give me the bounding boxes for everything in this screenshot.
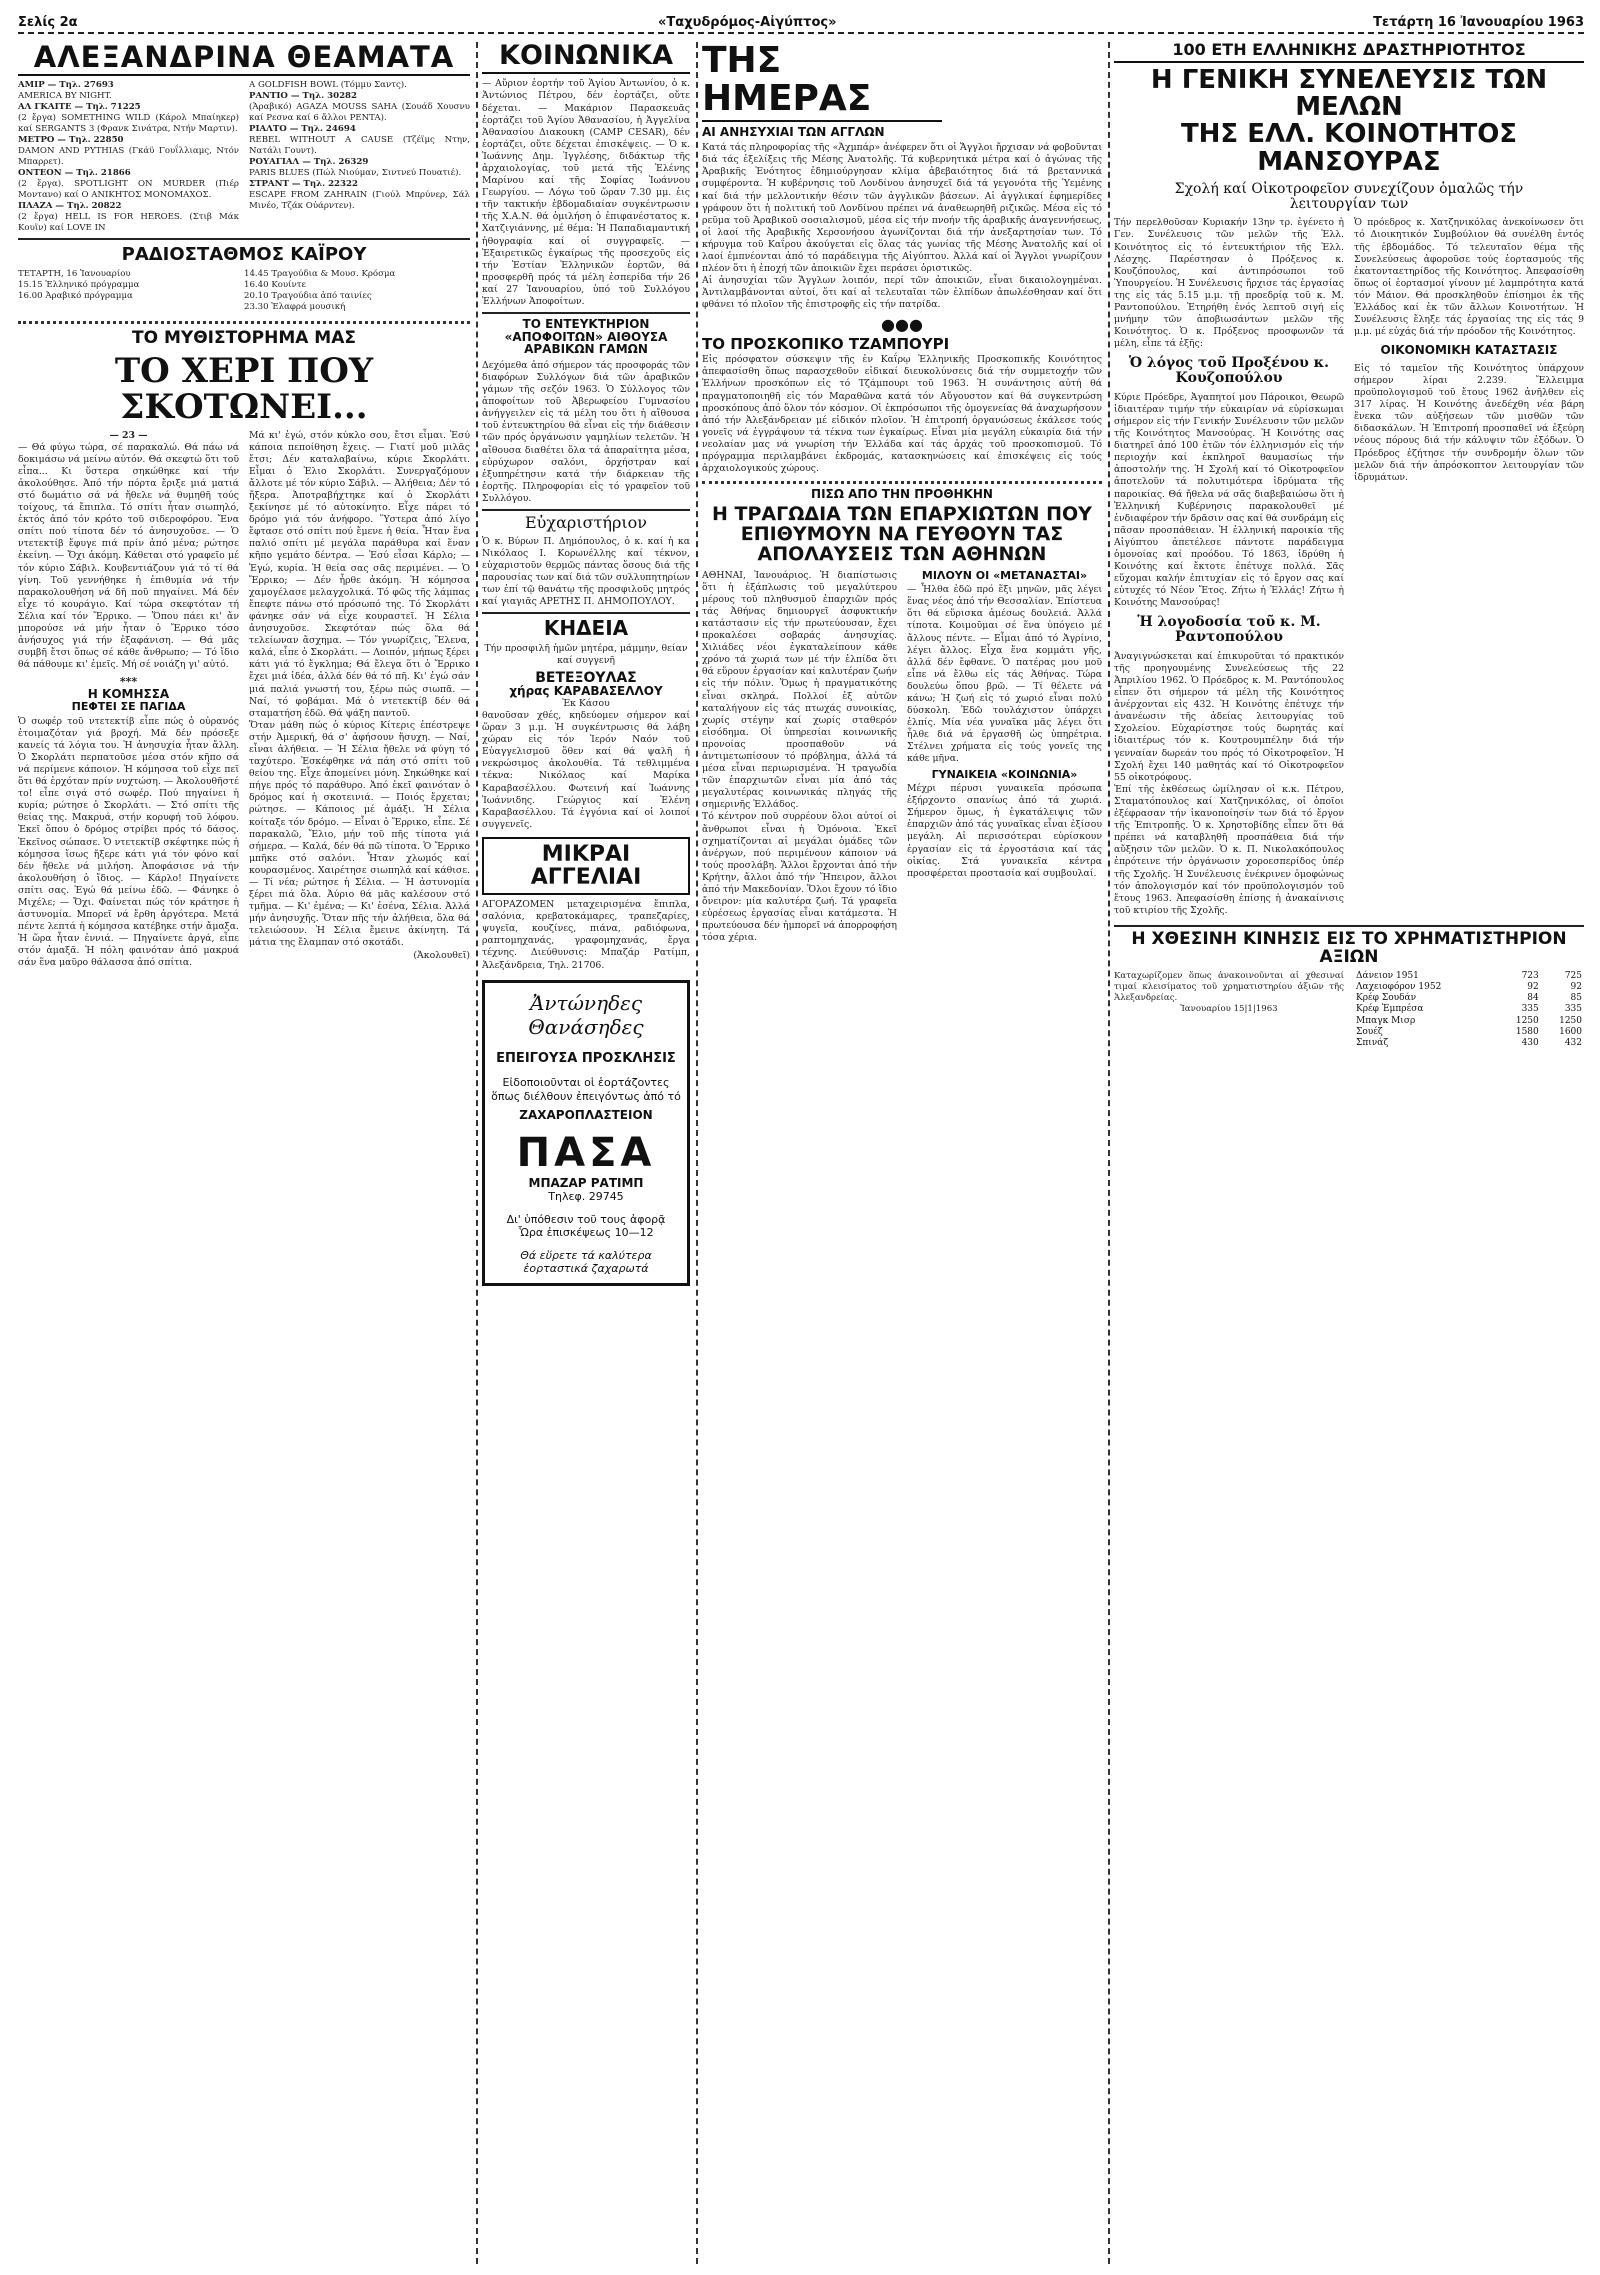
cinema-entry: ΜΕΤΡΟ — Τηλ. 22850: [18, 135, 124, 146]
radio-slot: 20.10 Τραγούδια ἀπό ταινίες: [244, 291, 372, 302]
ad-phone: Τηλεφ. 29745: [548, 1189, 624, 1203]
stock-section: [1114, 971, 1584, 1050]
women-title: ΓΥΝΑΙΚΕΙΑ «ΚΟΙΝΩΝΙΑ»: [931, 767, 1078, 781]
stock-name: Σπινάζ: [1356, 1038, 1389, 1049]
ad-body: Εἰδοποιοῦνται οἱ ἑορτάζοντες ὅπως διέλθουν ἐπειγόντως ἀπό τό: [491, 1075, 681, 1103]
column-social: [482, 42, 690, 2264]
column-entertainment: [18, 42, 470, 2264]
behind-text: ΑΘΗΝΑΙ, Ἰανουάριος. Ἡ διαπίστωσις ὅτι ἡ ἐξάπλωσις τοῦ μεγαλύτερου μέρους τοῦ πληθυσμοῦ ἐπαρχιῶν πρός τάς Ἀθήνας δημιουργεῖ ἀσφυκτικήν κατάστασιν εἰς τήν πρωτεύουσαν, ἔχει προκαλέσει σοβαράς ἀνησυχίας. Χιλιάδες νέοι ἐγκαταλείπουν κάθε χρόνο τά χωριά των μέ τήν ἐλπίδα ὅτι θά εὕρουν ἐργασίαν καί καλυτέραν ζωήν εἰς τήν πόλιν. Ὅμως ἡ πραγματικότης εἶναι σκληρά. Πολλοί ἐξ αὐτῶν καταλήγουν εἰς τάς πτωχάς συνοικίας, χωρίς στέγην καί χωρίς σταθερόν εἰσόδημα. Οἱ ὑπηρεσίαι κοινωνικῆς προνοίας προσπαθοῦν νά ἀντιμετωπίσουν τό πρόβλημα, ἀλλά τά μέσα εἶναι περιωρισμένα. Ἡ τραγωδία τῶν ἐπαρχιωτῶν εἶναι μία ἀπό τάς μεγαλυτέρας κοινωνικάς πληγάς τῆς σημερινῆς Ἑλλάδος.: [702, 569, 897, 811]
cinema-entry: PARIS BLUES (Πώλ Νιούμαν, Σιντνεύ Πουατιέ).: [249, 168, 462, 179]
consul-title: Ὁ λόγος τοῦ Προξένου κ. Κουζοπούλου: [1128, 355, 1330, 387]
ad-address: ΜΠΑΖΑΡ ΡΑΤΙΜΠ: [528, 1175, 644, 1190]
community-headline-2: ΤΗΣ ΕΛΛ. ΚΟΙΝΟΤΗΤΟΣ ΜΑΝΣΟΥΡΑΣ: [1180, 119, 1518, 177]
radio-slot: 16.40 Κουίντε: [244, 280, 306, 291]
stock-table: [1354, 971, 1584, 1050]
ad-line-1: Ἀντώνηδες: [529, 990, 643, 1015]
behind-kicker: ΠΙΣΩ ΑΠΟ ΤΗΝ ΠΡΟΘΗΚΗΝ: [811, 487, 993, 502]
cinema-entry: ΣΤΡΑΝΤ — Τηλ. 22322: [249, 179, 358, 190]
jamboree-title: ΤΟ ΠΡΟΣΚΟΠΙΚΟ ΤΖΑΜΠΟΥΡΙ: [702, 334, 950, 353]
cinema-entry: ΟΝΤΕΟΝ — Τηλ. 21866: [18, 168, 131, 179]
novel-body: — 23 — — Θά φύγω τώρα, σέ παρακαλώ. Θά πάω νά δοκιμάσω νά μείνω αὐτόν. Θά σκεφτώ ὅτι τοῦ εἶπα... Κι ὕστερα σηκώθηκε καί τήν ἀκολούθησε. Ἀπό τήν πόρτα ἔριξε μιά ματιά στό δωμάτιο σά νά ἤθελε νά θυμηθῆ τούς τοίχους, τά ἔπιπλα. Τό σπίτι ἦταν σιωπηλό, ἐκτός ἀπό τόν κρότο τοῦ σιδεροφόρου. Ἔνα σπίτι πού τίποτα δέν τό ἀνησυχοῦσε. — Ὁ ντετεκτίβ ἔφυγε πιά πρίν ἀπό μένα; ρώτησε ἐκείνη. — Ὄχι ἀκόμη. Κάθεται στό γραφεῖο μέ τόν κύριο Σάβιλ. Κουβεντιάζουν γιά τό τί θά γίνη. Τοῦ γεννήθηκε ἡ ἐπιθυμία νά τήν παρακολουθήση νά δῆ ποῦ πηγαίνει. Μά δέν εἶχε τό κουράγιο. Καί τώρα σκεφτόταν τή Σέλια καί τόν Ἔρρικο. — Ὅπου πάει κι' ἄν μπορούσε νά μήν ἦταν ὁ Ἔρρικο τόσο ἀνήσυχος γιά τήν ἐξαφάνιση. — Θά μᾶς συμβῆ ἔτσι ὅπως σέ κάθε ἄνθρωπο; — Τό ἴδιο θά πάθουμε κι' ἐμεῖς. Μή σέ νοιάζη γι' αὐτό. *** Η ΚΟΜΗΣΣΑ ΠΕΦΤΕΙ ΣΕ ΠΑΓΙΔΑ Ὁ σωφέρ τοῦ ντετεκτίβ εἶπε πώς ὁ οὐρανός ἑτοιμαζόταν γιά βροχή. Μά δέν πρόσεξε κανείς τά λόγια του. Ἡ ἀνησυχία ἦταν ἄλλη. Ὁ Σκορλάτι περπατοῦσε μέσα στόν κῆπο σά νά περίμενε κάποιον. Ἡ κόμησσα τοῦ εἶχε πεῖ ὅτι θά ἐρχόταν πρίν νυχτώση. — Ἀκολουθῆστέ το! εἶπε σιγά στό σωφέρ. Πού πηγαίνει ἡ κυρία; ρώτησε ὁ Σκορλάτι. — Στό σπίτι τῆς θείας της. Μακρυά, στήν κορυφή τοῦ λόφου. Ἐκεῖ ὅπου ὁ δρόμος στρίβει πρός τό δάσος. Ἐκεῖνος σώπασε. Ὁ ντετεκτίβ σκέφτηκε πώς ἡ κόμησσα ἴσως ἤξερε κάτι γιά τόν φόνο καί δέν ἤθελε νά μιλήση. Ἀποφάσισε νά τήν ἀκολουθήση ὁ ἴδιος. — Κάρλο! Πηγαίνετε σπίτι σας. Ἐγώ θά μείνω ἐδῶ. — Φάνηκε ὁ Μιχέλε; — Ὄχι. Φαίνεται πώς τόν κράτησε ἡ ἀστυνομία. Μπορεῖ νά ἔρθη ἀργότερα. Μετά πέντε λεπτά ἡ κόμησσα κατέβηκε στήν ἄμαξα. Ἡ ὥρα ἦταν ἐννιά. — Πηγαίνετε ἀργά, εἶπε στόν ἀμαξᾶ. Ἡ πόλη φαινόταν ἀπό μακρυά σάν ἕνα μαῦρο θάλασσα ἀπό σπίτια. Μά κι' ἐγώ, στόν κύκλο σου, ἔτσι εἶμαι. Ἐσύ κάποια πεποίθηση ἔχεις. — Γιατί μοῦ μιλᾶς ἔτσι; Δέν καταλαβαίνω, κύριε Σκορλάτι. Εἶμαι ὁ Ἐλιο Σκορλάτι. Συνεργαζόμουν ἄλλοτε μέ τόν κύριο Σάβιλ. — Ἀλήθεια; Δέν τό ἤξερα. Ἀποτραβήχτηκε καί ὁ Σκορλάτι ξεκίνησε μέ τό αὐτοκίνητο. Εἶχε πάρει τό δρόμο γιά τόν ἀνήφορο. Ὕστερα ἀπό λίγο ἔφτασε στό σπίτι πού ἔμενε ἡ θεία. Ἦταν ἕνα παλιό σπίτι μέ μεγάλα παράθυρα καί ἕναν κῆπο γεμάτο δέντρα. — Ἐσύ εἶσαι Κάρλο; — Ἐγώ, κυρία. Ἡ θεία σας σᾶς περιμένει. — Ὁ Ἔρρικο; — Δέν ἦρθε ἀκόμη. Ἡ κόμησσα χαμογέλασε μελαγχολικά. Τό φῶς τῆς λάμπας ἔπεφτε πάνω στό πρόσωπό της. Τό Σκορλάτι φάνηκε σάν νά εἶχε κουραστεῖ. Ἡ Σέλια ἀνησυχοῦσε. Σκεφτόταν πώς ὅλα θά τελείωναν ἄσχημα. — Τόν γνωρίζεις, Ἔλενα, καλά, εἶπε ὁ Σκορλάτι. — Λοιπόν, μήπως ξέρει κάτι γιά τό ἔγκλημα; Θά ἔλεγα ὅτι ὁ Ἔρρικο ἔχει μιά ἰδέα, ἀλλά δέν θά τό πῆ. Κι' ἐγώ σάν μιά παλιά γνωστή του, ξέρω πώς σιωπᾶ. — Ναί, τό φοβάμαι. Μά ὁ ντετεκτίβ δέν θά σταματήση ἐδῶ. Θά ψάξη παντοῦ. Ὅταν μάθη πώς ὁ κύριος Κίτερις ἐπέστρεψε στήν Ἀμερική, θά σ' ἀφήσουν ἥσυχη. — Ναί, εἶναι ἀλήθεια. — Ἡ Σέλια ἤθελε νά φύγη τό ταχύτερο. Ἐσκέφθηκε νά πάη στό σπίτι τοῦ θείου της. Εἶχε ἀπομείνει μόνη. Σηκώθηκε καί πήγε πρός τό παράθυρο. Ἀπό ἐκεῖ φαινόταν ὁ δρόμος καί ἡ σκοτεινιά. — Ποιός ἔρχεται; ρώτησε. — Κάποιος μέ ἀμάξι. Ἡ Σέλια κοίταξε τόν δρόμο. — Εἶναι ὁ Ἔρρικο, εἶπε. Σέ παρακαλῶ, Ἔλιο, μήν τοῦ πῆς τίποτα γιά σήμερα. — Καλά, δέν θά πῶ τίποτα. Ὁ Ἔρρικο μπῆκε στό σαλόνι. Ἦταν χλωμός καί κουρασμένος. Χαιρέτησε σιωπηλά καί κάθισε. — Τί νέα; ρώτησε ἡ Σέλια. — Ἡ ἀστυνομία ξέρει πιά ὅλα. Ἀύριο θά μᾶς καλέσουν στό τμῆμα. — Κι' ἐμένα; — Κι' ἐσένα, Σέλια. Ἀλλά μήν ἀνησυχῆς. Ὅταν πῆς τήν ἀλήθεια, ὅλα θά τελειώσουν. Ἡ Σέλια ἔμεινε ἀκίνητη. Τά μάτια της ἔλαμπαν στό σκοτάδι. (Ἀκολουθεῖ): [18, 429, 470, 969]
radio-slot: 14.45 Τραγούδια & Μουσ. Κρόσμα: [244, 269, 396, 280]
day-subtitle: ΑΙ ΑΝΗΣΥΧΙΑΙ ΤΩΝ ΑΓΓΛΩΝ: [702, 124, 885, 139]
cinema-listings: [18, 80, 470, 234]
stock-price: 430: [1521, 1038, 1539, 1049]
funeral-title: ΚΗΔΕΙΑ: [543, 616, 629, 641]
paper-name: «Ταχυδρόμος-Αἰγύπτος»: [658, 15, 837, 30]
column-community: [1114, 42, 1584, 2264]
novel-title: ΤΟ ΧΕΡΙ ΠΟΥ ΣΚΟΤΩΝΕΙ...: [114, 351, 374, 427]
stock-intro: Καταχωρίζομεν ὅπως ἀνακοινοῦνται αἱ χθεσιναί τιμαί κλεισίματος τοῦ χρηματιστηρίου ἀξιῶν τῆς Ἀλεξανδρείας.: [1114, 970, 1344, 1003]
stock-price: 1600: [1559, 1027, 1582, 1038]
cinema-entry: ΑΜΙΡ — Τηλ. 27693: [18, 80, 114, 91]
cinemas-title: ΑΛΕΞΑΝΔΡΙΝΑ ΘΕΑΜΑΤΑ: [18, 42, 470, 76]
cinema-entry: ΠΛΑΖΑ — Τηλ. 20822: [18, 201, 122, 212]
section-title: Η ΚΟΜΗΣΣΑ: [87, 687, 170, 702]
stock-price: 92: [1570, 981, 1582, 992]
novel-part: — 23 —: [109, 429, 148, 441]
novel-text: Ὁ σωφέρ τοῦ ντετεκτίβ εἶπε πώς ὁ οὐρανός ἑτοιμαζόταν γιά βροχή. Μά δέν πρόσεξε κανείς τά λόγια του. Ἡ ἀνησυχία ἦταν ἄλλη. Ὁ Σκορλάτι περπατοῦσε μέσα στόν κῆπο σά νά περίμενε κάποιον. Ἡ κόμησσα τοῦ εἶχε πεῖ ὅτι θά ἐρχόταν πρίν νυχτώση. — Ἀκολουθῆστέ το! εἶπε σιγά στό σωφέρ. Πού πηγαίνει ἡ κυρία; ρώτησε ὁ Σκορλάτι. — Στό σπίτι τῆς θείας της. Μακρυά, στήν κορυφή τοῦ λόφου. Ἐκεῖ ὅπου ὁ δρόμος στρίβει πρός τό δάσος. Ἐκεῖνος σώπασε. Ὁ ντετεκτίβ σκέφτηκε πώς ἡ κόμησσα ἴσως ἤξερε κάτι γιά τόν φόνο καί δέν ἤθελε νά μιλήση. Ἀποφάσισε νά τήν ἀκολουθήση ὁ ἴδιος. — Κάρλο! Πηγαίνετε σπίτι σας. Ἐγώ θά μείνω ἐδῶ. — Φάνηκε ὁ Μιχέλε; — Ὄχι. Φαίνεται πώς τόν κράτησε ἡ ἀστυνομία. Μπορεῖ νά ἔρθη ἀργότερα. Μετά πέντε λεπτά ἡ κόμησσα κατέβηκε στήν ἄμαξα. Ἡ ὥρα ἦταν ἐννιά. — Πηγαίνετε ἀργά, εἶπε στόν ἀμαξᾶ. Ἡ πόλη φαινόταν ἀπό μακρυά σάν ἕνα μαῦρο θάλασσα ἀπό σπίτια.: [18, 715, 239, 969]
cinema-entry: REBEL WITHOUT A CAUSE (Τζέϊμς Ντην, Νατάλι Γουντ).: [249, 135, 470, 157]
behind-text: Μέχρι πέρυσι γυναικεῖα πρόσωπα ἐξήρχοντο σπανίως ἀπό τά χωριά. Σήμερον ὅμως, ἡ ἐγκατάλειψις τῶν ἐπαρχιῶν ἀπό τάς γυναῖκας εἶναι ἐξίσου μεγάλη. Αἱ περισσότεραι εὑρίσκουν ἐργασίαν εἰς τά ἐργοστάσια καί τάς οἰκίας. Στά γυναικεῖα κέντρα προσφέρεται προστασία καί συμβουλαί.: [907, 783, 1102, 879]
cinema-entry: ΡΟΥΑΓΙΑΛ — Τηλ. 26329: [249, 157, 369, 168]
social-text: — Αὔριον ἑορτήν τοῦ Ἁγίου Ἀντωνίου, ὁ κ. Ἀντώνιος Πέτρου, δέν ἑορτάζει, οὔτε δέχεται. — Μακάριον Παρασκευᾶς ἑορτάζει τοῦ Ἁγίου Ἀθανασίου, ἡ Ἀγγελίνα Ἀθανασίου Διακουκη (CAMP CESAR), δέν ἑορτάζει, οὔτε δέχεται ἐπισκέψεις. — Ὁ κ. Ἰωάννης Δημ. Ἰγγλέσης, διδάκτωρ τῆς ἀρχαιολογίας, τοῦ μετά τῆς Ἑλένης Μαρίνου καί τῆς Σοφίας Ἰωάννου Γεωργίου. — Λόγω τοῦ ὥραν 7.30 μμ. ἐις τῆν τακτικήν ἑβδομαδιαίαν συγκέντρωσιν τῆς Χ.Α.Ν. θά ὁμιλήση ὁ ἐπιφανέστατος κ. Χατζιγιάννης, μέ θέμα: Ἡ Παπαδιαμαντική ἡθογραφία καί οἱ συγγραφεῖς. — Ἐξαιρετικῶς ἐγκαίρως τῆς προσεχοῦς εἰς τήν Ἐστίαν Ἑλληνικῶν ἑορτῶν, θά προσφερθῆ πρός τά μέλη ἐσπερίδα τήν 26 καί 27 Ἰανουαρίου, ὑπό τοῦ Συλλόγου Ἑλλήνων Ἀποφοίτων.: [482, 78, 690, 308]
table-row: [1354, 1016, 1584, 1027]
ad-footer: Θά εὕρετε τά καλύτερα ἑορταστικά ζαχαρωτά: [520, 1248, 652, 1275]
table-row: [1354, 982, 1584, 993]
jamboree-text: Εἰς πρόσφατον σύσκεψιν τῆς ἐν Καΐρῳ Ἑλληνικῆς Προσκοπικῆς Κοινότητος ἀπεφασίσθη ὅπως παρασχεθοῦν εἰδικαί διευκολύνσεις διά τήν συμμετοχήν τῶν Ἑλλήνων προσκόπων εἰς τό Τζάμπουρι τοῦ 1963. Ἡ συνάντησις αὐτή θά πραγματοποιηθῆ εἰς τόν Μαραθῶνα κατά τόν Αὔγουστον καί θά συγκεντρώση προσκόπους ἀπό ὅλον τόν κόσμον. Οἱ ἐκπρόσωποι τῆς ὁμογενείας θά ἀναχωρήσουν ἀπό τήν Ἀλεξάνδρειαν μέ εἰδικόν πλοῖον. Ἡ ἐπιτροπή ὀργανώσεως ἐκάλεσε τούς γονεῖς νά ἐγγράψουν τά τέκνα των ἐγκαίρως. Εἶναι μία μεγάλη εὐκαιρία διά τήν νεολαίαν μας νά γνωρίση τήν Ἑλλάδα καί τάς ἀρχάς τοῦ προσκοπισμοῦ. Τό πρόγραμμα περιλαμβάνει ἐκδρομάς, κατασκηνώσεις καί ἐπισκέψεις εἰς τούς ἀρχαιολογικούς χώρους.: [702, 354, 1102, 475]
funeral-name: ΒΕΤΕΞΟΥΛΑΣ: [535, 669, 637, 686]
report-text: Ὁ πρόεδρος κ. Χατζηνικόλας ἀνεκοίνωσεν ὅτι τό Διοικητικόν Συμβούλιον θά συνέλθη ἐντός τῆς ἑβδομάδος. Τό τελευταῖον θέμα τῆς Συνελεύσεως ἀφοροῦσε τούς ἐορτασμούς τῆς ἑκατονταετηρίδος τῆς Κοινότητος. Ἀπεφασίσθη ὅπως οἱ ἑορτασμοί γίνουν μέ λαμπρότητα κατά τόν Μάιον. Θά προσκληθοῦν ἐπίσημοι ἐκ τῆς Ἑλλάδος καί ἐκ τῶν ἄλλων Κοινοτήτων. Ἡ Συνέλευσις ἔληξε τάς ἐργασίας της εἰς τάς 9 μ.μ. μέ εὐχάς διά τήν πρόοδον τῆς Κοινότητος.: [1354, 217, 1584, 338]
radio-title: ΡΑΔΙΟΣΤΑΘΜΟΣ ΚΑΪΡΟΥ: [121, 244, 367, 266]
page-header: [18, 14, 1584, 34]
newspaper-page: [18, 14, 1584, 2264]
behind-text: — Ἦλθα ἐδῶ πρό ἕξι μηνῶν, μᾶς λέγει ἕνας νέος ἀπό τήν Θεσσαλίαν. Ἐπίστευα ὅτι θά εὕρισκα ἀμέσως δουλειά. Ἀλλά τίποτα. Κοιμοῦμαι σέ ἕνα ὑπόγειο μέ ἄλλους πέντε. — Εἶμαι ἀπό τό Ἀγρίνιο, λέγει ἄλλος. Εἶχα ἕνα κομμάτι γῆς, ἀλλά δέν ἔφθανε. Ὁ πατέρας μου μοῦ εἶπε νά ἔλθω εἰς τάς Ἀθήνας. Τώρα δουλεύω ὅπου βρῶ. — Τί θέλετε νά κάνω; Ἡ ζωή εἰς τό χωριό εἶναι πολύ δύσκολη. Ἐδῶ τουλάχιστον ὑπάρχει ἐλπίς. Μία νέα γυναῖκα μᾶς λέγει ὅτι ἦλθε διά νά ἐργασθῆ ὡς ὑπηρέτρια. Στέλνει χρήματα εἰς τούς γονεῖς της κάθε μῆνα.: [907, 584, 1102, 765]
cinema-entry: ΡΑΝΤΙΟ — Τηλ. 30282: [249, 91, 358, 102]
radio-day: ΤΕΤΑΡΤΗ, 16 Ἰανουαρίου: [18, 269, 131, 280]
classifieds-box: [482, 837, 690, 895]
cinema-entry: (2 ἔργα). SPOTLIGHT ON MURDER (Πιέρ Μοντανο) καί Ο ΑΝΙΚΗΤΟΣ ΜΟΝΟΜΑΧΟΣ.: [18, 179, 239, 201]
novel-text: Μά κι' ἐγώ, στόν κύκλο σου, ἔτσι εἶμαι. Ἐσύ κάποια πεποίθηση ἔχεις. — Γιατί μοῦ μιλᾶς ἔτσι; Δέν καταλαβαίνω, κύριε Σκορλάτι. Εἶμαι ὁ Ἐλιο Σκορλάτι. Συνεργαζόμουν ἄλλοτε μέ τόν κύριο Σάβιλ. — Ἀλήθεια; Δέν τό ἤξερα. Ἀποτραβήχτηκε καί ὁ Σκορλάτι ξεκίνησε μέ τό αὐτοκίνητο. Εἶχε πάρει τό δρόμο γιά τόν ἀνήφορο. Ὕστερα ἀπό λίγο ἔφτασε στό σπίτι πού ἔμενε ἡ θεία. Ἦταν ἕνα παλιό σπίτι μέ μεγάλα παράθυρα καί ἕναν κῆπο γεμάτο δέντρα. — Ἐσύ εἶσαι Κάρλο; — Ἐγώ, κυρία. Ἡ θεία σας σᾶς περιμένει. — Ὁ Ἔρρικο; — Δέν ἦρθε ἀκόμη. Ἡ κόμησσα χαμογέλασε μελαγχολικά. Τό φῶς τῆς λάμπας ἔπεφτε πάνω στό πρόσωπό της. Τό Σκορλάτι φάνηκε σάν νά εἶχε κουραστεῖ. Ἡ Σέλια ἀνησυχοῦσε. Σκεφτόταν πώς ὅλα θά τελείωναν ἄσχημα. — Τόν γνωρίζεις, Ἔλενα, καλά, εἶπε ὁ Σκορλάτι. — Λοιπόν, μήπως ξέρει κάτι γιά τό ἔγκλημα; Θά ἔλεγα ὅτι ὁ Ἔρρικο ἔχει μιά ἰδέα, ἀλλά δέν θά τό πῆ. Κι' ἐγώ σάν μιά παλιά γνωστή του, ξέρω πώς σιωπᾶ. — Ναί, τό φοβάμαι. Μά ὁ ντετεκτίβ δέν θά σταματήση ἐδῶ. Θά ψάξη παντοῦ.: [249, 429, 470, 719]
stock-price: 1580: [1515, 1027, 1539, 1038]
wedding-hall-text: Δεχόμεθα ἀπό σήμερον τάς προσφοράς τῶν διαφόρων Συλλόγων διά τῶν ἀραβικῶν γάμων τῆς σεζόν 1963. Ὁ Σύλλογος τῶν ἀποφοίτων τοῦ Ἀβερωφείου Γυμνασίου ἀνήγγειλεν εἰς τά μέλη του ὅτι ἡ αἴθουσα τοῦ ἐντευκτηρίου θά εἶναι εἰς τήν διάθεσιν τῶν πρός ὀργάνωσιν γαμηλίων τελετῶν. Ἡ αἴθουσα διαθέτει ὅλα τά ἀπαραίτητα μέσα, εὐρύχωρον σαλόνι, ὀρχήστραν καί ἐξυπηρέτησιν κατά τήν διάρκειαν τῆς ἑορτῆς. Πληροφορίαι εἰς τό γραφεῖον τοῦ Συλλόγου.: [482, 359, 690, 504]
stock-name: Σουέζ: [1356, 1027, 1383, 1038]
cinema-entry: DAMON AND PYTHIAS (Γκάϋ Γουΐλλιαμς, Ντόν Μπαρρετ).: [18, 146, 239, 168]
radio-slot: 23.30 Ἐλαφρά μουσική: [244, 302, 346, 313]
community-subhead: Σχολή καί Οἰκοτροφεῖον συνεχίζουν ὁμαλῶς τήν λειτουργίαν των: [1174, 180, 1524, 212]
community-body: [1114, 217, 1584, 917]
thanks-text: Ὁ κ. Βύρων Π. Δημόπουλος, ὁ κ. καί ἡ κα Νικόλαος Ι. Κορωνέλλης καί τέκνον, εὐχαριστοῦν θερμῶς πάντας ὅσους διά τῆς παρουσίας των καί διά τῶν συλλυπητηρίων των ἐπί τῷ θανάτῳ τῆς προσφιλοῦς μητρός καί γιαγιᾶς ΑΡΕΤΗΣ Π. ΔΗΜΟΠΟΥΛΟΥ.: [482, 535, 690, 608]
day-text: Κατά τάς πληροφορίας τῆς «Ἀχμπάρ» ἀνέφερεν ὅτι οἱ Ἄγγλοι ἤρχισαν νά φοβοῦνται διά τάς ἐξελίξεις τῆς Μέσης Ἀνατολῆς. Τά κυβερνητικά μέτρα καί ὁ ἀγώνας τῆς Ἀραβικῆς Ἑνότητος ἐδημιούργησαν κλίμα ἀβεβαιότητος διά τά βρεταννικά συμφέροντα. Ἡ κυβέρνησις τοῦ Λονδίνου ἀνησυχεῖ διά τά γεγονότα τῆς Ὑεμένης καί διά τήν μελλοντικήν θέσιν τῶν ἀγγλικῶν βάσεων. Αἱ ἀγγλικαί ἐφημερίδες γράφουν ὅτι ἡ πολιτική τοῦ Λονδίνου πρέπει νά ἀναθεωρηθῆ ριζικῶς. Μέσα εἰς τό ρεῦμα τοῦ Ἀραβικοῦ σοσιαλισμοῦ, μέσα εἰς τήν πνοήν τῆς ἀραβικῆς ἀναγεννήσεως, οἱ λαοί τῆς Ἀραβικῆς Χερσονήσου ἀγωνίζονται διά τήν ἀνεξαρτησίαν των. Τό κήρυγμα τοῦ Καΐρου ἀκούγεται εἰς ὅλας τάς γωνίας τῆς Μέσης Ἀνατολῆς καί οἱ λαοί ἐμπνέονται ἀπό τό παράδειγμα τῆς Αἰγύπτου. Ἀλλά καί οἱ Ἄγγλοι γνωρίζουν πλέον ὅτι ἡ ἐποχή τῶν ἀποικιῶν ἔχει περάσει ὁριστικῶς.: [702, 142, 1102, 275]
table-row: [1354, 993, 1584, 1004]
behind-text: Τό κέντρον ποῦ συρρέουν ὅλοι αὐτοί οἱ ἄνθρωποι εἶναι ἡ Ὁμόνοια. Ἐκεῖ σχηματίζονται αἱ μεγάλαι ὁμάδες τῶν ἀνέργων, πού περιμένουν κάποιον νά τούς προσλάβη. Ἄλλοι ἔρχονται ἀπό τήν Κρήτην, ἄλλοι ἀπό τήν Ἤπειρον, ἄλλοι ἀπό τήν Μακεδονίαν. Ὅλοι ἔχουν τό ἴδιο ὄνειρον: μία καλυτέρα ζωή. Τά γραφεῖα εὑρέσεως ἐργασίας εἶναι κατάμεστα. Ἡ πρωτεύουσα δέν ἠμπορεῖ νά ἀπορροφήση τόσα χέρια.: [702, 811, 897, 944]
section-subtitle: ΠΕΦΤΕΙ ΣΕ ΠΑΓΙΔΑ: [71, 700, 186, 714]
novel-kicker: ΤΟ ΜΥΘΙΣΤΟΡΗΜΑ ΜΑΣ: [132, 328, 356, 349]
stock-price: 85: [1570, 993, 1582, 1004]
stock-price: 432: [1564, 1038, 1582, 1049]
report-text: Εἰς τό ταμεῖον τῆς Κοινότητος ὑπάρχουν σήμερον λίραι 2.239. Ἔλλειμμα προϋπολογισμοῦ τοῦ ἔτους 1962 ἀνῆλθεν εἰς 317 λίρας. Ἡ Κοινότης ἀνεδέχθη νέα βάρη ἕνεκα τῶν αὐξήσεων τῶν μισθῶν τῶν διδασκάλων. Ἡ Ἐπιτροπή προσπαθεῖ νά ἐξεύρη νέους πόρους διά τήν κάλυψιν τῶν ἐξόδων. Ὁ Πρόεδρος ἐζήτησε τήν συνδρομήν ὅλων τῶν μελῶν διά τήν ἀπρόσκοπτον λειτουργίαν τῶν ἱδρυμάτων.: [1354, 362, 1584, 483]
consul-text: Κύριε Πρόεδρε, Ἀγαπητοί μου Πάροικοι, Θεωρῶ ἰδιαιτέραν τιμήν τήν εὐκαιρίαν νά εὑρίσκωμαι σήμερον εἰς τήν Γενικήν Συνέλευσιν τῶν μελῶν τῆς Κοινότητος Μανσούρας. Ἡ Κοινότης σας διατηρεῖ ἀπό 100 ἐτῶν τόν ἑλληνισμόν εἰς τήν περιοχήν καί ἐκπληροῖ θαυμασίως τήν ἀποστολήν της. Ἡ Σχολή καί τό Οἰκοτροφεῖον ἀποτελοῦν τά πολυτιμότερα ἱδρύματα τῆς παροικίας. Θά ἤθελα νά σᾶς διαβεβαιώσω ὅτι ἡ Ἑλληνική Κυβέρνησις παρακολουθεῖ μέ ἐνδιαφέρον τήν δρᾶσιν σας καί θά συνδράμη εἰς πᾶσαν προσπάθειαν. Ἡ ἑλληνική παροικία τῆς Αἰγύπτου ἀπετέλεσε πάντοτε παράδειγμα ὁμονοίας καί προόδου. Τό 1863, ἱδρύθη ἡ Κοινότης καί ἔκτοτε ἐπέτυχε πολλά. Σᾶς εὔχομαι καλήν ἐπιτυχίαν εἰς τό ἔργον σας καί εὐτυχές τό Νέον Ἔτος. Ζήτω ἡ Ἑλλάς! Ζήτω ἡ Κοινότης Μανσούρας!: [1114, 391, 1344, 609]
cinema-entry: A GOLDFISH BOWL (Τόμμυ Σαντς).: [249, 80, 407, 91]
ad-hours: Ὧρα ἐπισκέψεως 10—12: [518, 1225, 654, 1239]
bakery-ad: [482, 980, 690, 1286]
stock-price: 84: [1527, 993, 1539, 1004]
stock-name: Μπαγκ Μισρ: [1356, 1015, 1416, 1026]
stock-price: 725: [1564, 970, 1582, 981]
stock-date: Ἰανουαρίου 15|1|1963: [1180, 1003, 1278, 1014]
emigrants-title: ΜΙΛΟΥΝ ΟΙ «ΜΕΤΑΝΑΣΤΑΙ»: [921, 568, 1088, 582]
funeral-origin: Ἐκ Κάσου: [562, 697, 610, 709]
report-title: Ἡ λογοδοσία τοῦ κ. Μ. Ραντοπούλου: [1137, 614, 1321, 646]
page-number: Σελίς 2α: [18, 15, 78, 30]
cinema-entry: (2 ἔργα) SOMETHING WILD (Κάρολ Μπαίηκερ) καί SERGANTS 3 (Φρανκ Σινάτρα, Ντήν Μαρτιν).: [18, 113, 239, 135]
social-title: ΚΟΙΝΩΝΙΚΑ: [482, 42, 690, 74]
stock-name: Λαχειοφόρον 1952: [1356, 981, 1442, 992]
community-text: Τήν περελθοῦσαν Κυριακήν 13ην τρ. ἐγένετο ἡ Γεν. Συνέλευσις τῶν μελῶν τῆς Ἑλλ. Κοινότητος εἰς τό ἐντευκτήριον τῆς Ἑλλ. Λέσχης. Παρέστησαν ὁ Πρόξενος κ. Κουζόπουλος, καί ἀντιπρόσωποι τοῦ Ὑπουργείου. Ἡ Συνέλευσις ἤρχισε τάς ἐργασίας της εἰς τάς 5.15 μ.μ. τῇ προεδρίᾳ τοῦ κ. Μ. Ραντοπούλου. Ἐτηρήθη ἐνός λεπτοῦ σιγή εἰς μνήμην τῶν ἀποβιωσάντων μελῶν τῆς Κοινότητος. Ὁ κ. Πρόξενος προσφωνῶν τά μέλη, εἶπε τά ἑξῆς:: [1114, 217, 1344, 350]
cinema-entry: ΡΙΑΛΤΟ — Τηλ. 24694: [249, 124, 356, 135]
classifieds-title: ΜΙΚΡΑΙ ΑΓΓΕΛΙΑΙ: [530, 841, 642, 890]
cinema-list-right: [249, 80, 470, 234]
ad-shop: ΖΑΧΑΡΟΠΛΑΣΤΕΙΟΝ: [519, 1107, 653, 1122]
stock-price: 723: [1521, 970, 1539, 981]
day-title: ΤΗΣ ΗΜΕΡΑΣ: [702, 42, 942, 122]
stock-name: Δάνειον 1951: [1356, 970, 1419, 981]
finance-title: ΟΙΚΟΝΟΜΙΚΗ ΚΑΤΑΣΤΑΣΙΣ: [1380, 343, 1558, 358]
stock-name: Κρέφ Σουδάν: [1356, 993, 1417, 1004]
cinema-entry: AMERICA BY NIGHT.: [18, 91, 112, 102]
behind-title: Η ΤΡΑΓΩΔΙΑ ΤΩΝ ΕΠΑΡΧΙΩΤΩΝ ΠΟΥ ΕΠΙΘΥΜΟΥΝ ΝΑ ΓΕΥΘΟΥΝ ΤΑΣ ΑΠΟΛΑΥΣΕΙΣ ΤΩΝ ΑΘΗΝΩΝ: [712, 502, 1092, 565]
radio-schedule: [18, 269, 470, 313]
stock-price: 1250: [1515, 1015, 1539, 1026]
stock-name: Κρέφ Ἐμπρέσα: [1356, 1004, 1424, 1015]
report-text: Ἐπί τῆς ἐκθέσεως ὡμίλησαν οἱ κ.κ. Πέτρου, Σταματόπουλος καί Χατζηνικόλας, οἱ ὁποῖοι ἐξέφρασαν τήν ἱκανοποίησίν των διά τό ἔργον τῆς Ἐπιτροπῆς. Ὁ κ. Χρηστοβίδης εἶπεν ὅτι θά πρέπει νά καταβληθῆ προσπάθεια διά τήν αὔξησιν τῶν μελῶν. Ὁ κ. Π. Νικολακόπουλος ἐπρότεινε τήν ὀργάνωσιν χοροεσπερίδος ὑπέρ τῆς Σχολῆς. Ἡ Συνέλευσις ἐνέκρινεν ὁμοφώνως τόν ἀπολογισμόν καί τόν προϋπολογισμόν τοῦ ἔτους 1963. Ἀπεφασίσθη ἐπίσης ἡ ἀνακαίνισις τοῦ κτιρίου τῆς Σχολῆς.: [1114, 783, 1344, 916]
report-text: Ἀναγιγνώσκεται καί ἐπικυροῦται τό πρακτικόν τῆς προηγουμένης Συνελεύσεως τῆς 22 Ἀπριλίου 1962. Ὁ Πρόεδρος κ. Μ. Ραντόπουλος εἶπεν ὅτι σήμερον τά μέλη τῆς Κοινότητος ἀνέρχονται εἰς 432. Ἡ Κοινότης ἐπέτυχε τήν ἀνανέωσιν τῆς ἀδείας λειτουργίας τοῦ Σχολείου. Εὐχαρίστησε τούς δωρητάς καί ἰδιαιτέρως τόν κ. Κουτρουμπέλην διά τήν γενναίαν δωρεάν του πρός τό Οἰκοτροφεῖον. Ἡ Σχολή ἔχει 140 μαθητάς καί τό Οἰκοτροφεῖον 55 οἰκοτρόφους.: [1114, 650, 1344, 783]
stock-price: 335: [1521, 1004, 1539, 1015]
day-text: Αἱ ἀνησυχίαι τῶν Ἄγγλων λοιπόν, περί τῶν ἀποικιῶν, εἶναι δικαιολογημέναι. Ἀντιλαμβάνονται αὐτοί, ὅτι καί αἱ τελευταῖαι τῶν ἐλπίδων ἀπωλέσθησαν καί ὅτι φθάνει τό πλοῖον τῆς ἐπιστροφῆς εἰς τήν πατρίδα.: [702, 275, 1102, 311]
classifieds-text: ΑΓΟΡΑΖΟΜΕΝ μεταχειρισμένα ἔπιπλα, σαλόνια, κρεβατοκάμαρες, τραπεζαρίες, ψυγεῖα, κουζίνες, πιάνα, ραδιόφωνα, ραπτομηχανάς, γραφομηχανάς, ἔργα τέχνης. Διεύθυνσις: Μπαζάρ Ρατίμπ, Ἀλεξάνδρεια, Τηλ. 21706.: [482, 899, 690, 971]
community-kicker: 100 ΕΤΗ ΕΛΛΗΝΙΚΗΣ ΔΡΑΣΤΗΡΙΟΤΗΤΟΣ: [1114, 42, 1584, 63]
novel-text: — Θά φύγω τώρα, σέ παρακαλώ. Θά πάω νά δοκιμάσω νά μείνω αὐτόν. Θά σκεφτώ ὅτι τοῦ εἶπα... Κι ὕστερα σηκώθηκε καί τήν ἀκολούθησε. Ἀπό τήν πόρτα ἔριξε μιά ματιά στό δωμάτιο σά νά ἤθελε νά θυμηθῆ τούς τοίχους, τά ἔπιπλα. Τό σπίτι ἦταν σιωπηλό, ἐκτός ἀπό τόν κρότο τοῦ σιδεροφόρου. Ἔνα σπίτι πού τίποτα δέν τό ἀνησυχοῦσε. — Ὁ ντετεκτίβ ἔφυγε πιά πρίν ἀπό μένα; ρώτησε ἐκείνη. — Ὄχι ἀκόμη. Κάθεται στό γραφεῖο μέ τόν κύριο Σάβιλ. Κουβεντιάζουν γιά τό τί θά γίνη. Τοῦ γεννήθηκε ἡ ἐπιθυμία νά τήν παρακολουθήση νά δῆ ποῦ πηγαίνει. Μά δέν εἶχε τό κουράγιο. Καί τώρα σκεφτόταν τή Σέλια καί τόν Ἔρρικο. — Ὅπου πάει κι' ἄν μπορούσε νά μήν ἦταν ὁ Ἔρρικο τόσο ἀνήσυχος γιά τήν ἐξαφάνιση. — Θά μᾶς συμβῆ ἔτσι ὅπως σέ κάθε ἄνθρωπο; — Τό ἴδιο θά πάθουμε κι' ἐμεῖς. Μή σέ νοιάζη γι' αὐτό.: [18, 441, 239, 671]
novel-continued: (Ἀκολουθεῖ): [413, 949, 470, 961]
table-row: [1354, 1027, 1584, 1038]
wedding-hall-title: ΤΟ ΕΝΤΕΥΚΤΗΡΙΟΝ «ΑΠΟΦΟΙΤΩΝ» ΑΙΘΟΥΣΑ ΑΡΑΒΙΚΩΝ ΓΑΜΩΝ: [504, 317, 668, 357]
stock-price: 92: [1527, 981, 1539, 992]
cinema-entry: (Ἀραβικό) AGAZA MOUSS SAHA (Σουάδ Χουσνυ καί Ρεσνα καί 6 ἄλλοι PENTA).: [249, 102, 470, 124]
column-day: ΤΗΣ ΗΜΕΡΑΣ ΑΙ ΑΝΗΣΥΧΙΑΙ ΤΩΝ ΑΓΓΛΩΝ Κατά τάς πληροφορίας τῆς «Ἀχμπάρ» ἀνέφερεν ὅτι οἱ Ἄγγλοι ἤρχισαν νά φοβοῦνται διά τάς ἐξελίξεις τῆς Μέσης Ἀνατολῆς. Τά κυβερνητικά μέτρα καί ὁ ἀγώνας τῆς Ἀραβικῆς Ἑνότητος ἐδημιούργησαν κλίμα ἀβεβαιότητος διά τά βρεταννικά συμφέροντα. Ἡ κυβέρνησις τοῦ Λονδίνου ἀνησυχεῖ διά τά γεγονότα τῆς Ὑεμένης καί διά τήν μελλοντικήν θέσιν τῶν ἀγγλικῶν βάσεων. Αἱ ἀγγλικαί ἐφημερίδες γράφουν ὅτι ἡ πολιτική τοῦ Λονδίνου πρέπει νά ἀναθεωρηθῆ ριζικῶς. Μέσα εἰς τό ρεῦμα τοῦ Ἀραβικοῦ σοσιαλισμοῦ, μέσα εἰς τήν πνοήν τῆς ἀραβικῆς ἀναγεννήσεως, οἱ λαοί τῆς Ἀραβικῆς Χερσονήσου ἀγωνίζονται διά τήν ἀνεξαρτησίαν των. Τό κήρυγμα τοῦ Καΐρου ἀκούγεται εἰς ὅλας τάς γωνίας τῆς Μέσης Ἀνατολῆς καί οἱ λαοί ἐμπνέονται ἀπό τό παράδειγμα τῆς Αἰγύπτου. Ἀλλά καί οἱ Ἄγγλοι γνωρίζουν πλέον ὅτι ἡ ἐποχή τῶν ἀποικιῶν ἔχει περάσει ὁριστικῶς. Αἱ ἀνησυχίαι τῶν Ἄγγλων λοιπόν, περί τῶν ἀποικιῶν, εἶναι δικαιολογημέναι. Ἀντιλαμβάνονται αὐτοί, ὅτι καί αἱ τελευταῖαι τῶν ἐλπίδων ἀπωλέσθησαν καί ὅτι φθάνει τό πλοῖον τῆς ἐπιστροφῆς εἰς τήν πατρίδα. ●●● ΤΟ ΠΡΟΣΚΟΠΙΚΟ ΤΖΑΜΠΟΥΡΙ Εἰς πρόσφατον σύσκεψιν τῆς ἐν Καΐρῳ Ἑλληνικῆς Προσκοπικῆς Κοινότητος ἀπεφασίσθη ὅπως παρασχεθοῦν εἰδικαί διευκολύνσεις διά τήν συμμετοχήν τῶν Ἑλλήνων προσκόπων εἰς τό Τζάμπουρι τοῦ 1963. Ἡ συνάντησις αὐτή θά πραγματοποιηθῆ εἰς τόν Μαραθῶνα κατά τόν Αὔγουστον καί θά συγκεντρώση προσκόπους ἀπό ὅλον τόν κόσμον. Οἱ ἐκπρόσωποι τῆς ὁμογενείας θά ἀναχωρήσουν ἀπό τήν Ἀλεξάνδρειαν μέ εἰδικόν πλοῖον. Ἡ ἐπιτροπή ὀργανώσεως ἐκάλεσε τούς γονεῖς νά ἐγγράψουν τά τέκνα των ἐγκαίρως. Εἶναι μία μεγάλη εὐκαιρία διά τήν νεολαίαν μας νά γνωρίση τήν Ἑλλάδα καί τάς ἀρχάς τοῦ προσκοπισμοῦ. Τό πρόγραμμα περιλαμβάνει ἐκδρομάς, κατασκηνώσεις καί ἐπισκέψεις εἰς τούς ἀρχαιολογικούς χώρους. ΠΙΣΩ ΑΠΟ ΤΗΝ ΠΡΟΘΗΚΗΝ Η ΤΡΑΓΩΔΙΑ ΤΩΝ ΕΠΑΡΧΙΩΤΩΝ ΠΟΥ ΕΠΙΘΥΜΟΥΝ ΝΑ ΓΕΥΘΟΥΝ ΤΑΣ ΑΠΟΛΑΥΣΕΙΣ ΤΩΝ ΑΘΗΝΩΝ ΑΘΗΝΑΙ, Ἰανουάριος. Ἡ διαπίστωσις ὅτι ἡ ἐξάπλωσις τοῦ μεγαλύτερου μέρους τοῦ πληθυσμοῦ ἐπαρχιῶν πρός τάς Ἀθήνας δημιουργεῖ ἀσφυκτικήν κατάστασιν εἰς τήν πρωτεύουσαν, ἔχει προκαλέσει σοβαράς ἀνησυχίας. Χιλιάδες νέοι ἐγκαταλείπουν κάθε χρόνο τά χωριά των μέ τήν ἐλπίδα ὅτι θά εὕρουν ἐργασίαν καί καλυτέραν ζωήν εἰς τήν πόλιν. Ὅμως ἡ πραγματικότης εἶναι σκληρά. Πολλοί ἐξ αὐτῶν καταλήγουν εἰς τάς πτωχάς συνοικίας, χωρίς στέγην καί χωρίς σταθερόν εἰσόδημα. Οἱ ὑπηρεσίαι κοινωνικῆς προνοίας προσπαθοῦν νά ἀντιμετωπίσουν τό πρόβλημα, ἀλλά τά μέσα εἶναι περιωρισμένα. Ἡ τραγωδία τῶν ἐπαρχιωτῶν εἶναι μία ἀπό τάς μεγαλυτέρας κοινωνικάς πληγάς τῆς σημερινῆς Ἑλλάδος. Τό κέντρον ποῦ συρρέουν ὅλοι αὐτοί οἱ ἄνθρωποι εἶναι ἡ Ὁμόνοια. Ἐκεῖ σχηματίζονται αἱ μεγάλαι ὁμάδες τῶν ἀνέργων, πού περιμένουν κάποιον νά τούς προσλάβη. Ἄλλοι ἔρχονται ἀπό τήν Κρήτην, ἄλλοι ἀπό τήν Ἤπειρον, ἄλλοι ἀπό τήν Μακεδονίαν. Ὅλοι ἔχουν τό ἴδιο ὄνειρον: μία καλυτέρα ζωή. Τά γραφεῖα εὑρέσεως ἐργασίας εἶναι κατάμεστα. Ἡ πρωτεύουσα δέν ἠμπορεῖ νά ἀπορροφήση τόσα χέρια. ΜΙΛΟΥΝ ΟΙ «ΜΕΤΑΝΑΣΤΑΙ» — Ἦλθα ἐδῶ πρό ἕξι μηνῶν, μᾶς λέγει ἕνας νέος ἀπό τήν Θεσσαλίαν. Ἐπίστευα ὅτι θά εὕρισκα ἀμέσως δουλειά. Ἀλλά τίποτα. Κοιμοῦμαι σέ ἕνα ὑπόγειο μέ ἄλλους πέντε. — Εἶμαι ἀπό τό Ἀγρίνιο, λέγει ἄλλος. Εἶχα ἕνα κομμάτι γῆς, ἀλλά δέν ἔφθανε. Ὁ πατέρας μου μοῦ εἶπε νά ἔλθω εἰς τάς Ἀθήνας. Τώρα δουλεύω ὅπου βρῶ. — Τί θέλετε νά κάνω; Ἡ ζωή εἰς τό χωριό εἶναι πολύ δύσκολη. Ἐδῶ τουλάχιστον ὑπάρχει ἐλπίς. Μία νέα γυναῖκα μᾶς λέγει ὅτι ἦλθε διά νά ἐργασθῆ ὡς ὑπηρέτρια. Στέλνει χρήματα εἰς τούς γονεῖς της κάθε μῆνα. ΓΥΝΑΙΚΕΙΑ «ΚΟΙΝΩΝΙΑ» Μέχρι πέρυσι γυναικεῖα πρόσωπα ἐξήρχοντο σπανίως ἀπό τά χωριά. Σήμερον ὅμως, ἡ ἐγκατάλειψις τῶν ἐπαρχιῶν ἀπό τάς γυναῖκας εἶναι ἐξίσου μεγάλη. Αἱ περισσότεραι εὑρίσκουν ἐργασίαν εἰς τά ἐργοστάσια καί τάς οἰκίας. Στά γυναικεῖα κέντρα προσφέρεται προστασία καί συμβουλαί.: [702, 42, 1102, 944]
stock-price: 1250: [1559, 1015, 1582, 1026]
cinema-list-left: [18, 80, 239, 234]
radio-slot: [18, 302, 244, 313]
radio-slot: 15.15 Ἐλληνικό πρόγραμμα: [18, 280, 140, 291]
stock-title: Η ΧΘΕΣΙΝΗ ΚΙΝΗΣΙΣ ΕΙΣ ΤΟ ΧΡΗΜΑΤΙΣΤΗΡΙΟΝ ΑΞΙΩΝ: [1131, 928, 1567, 967]
thanks-title: Εὐχαριστήριον: [525, 513, 647, 533]
issue-date: Τετάρτη 16 Ἰανουαρίου 1963: [1373, 15, 1584, 30]
radio-slot: 16.00 Ἀραβικό πρόγραμμα: [18, 291, 133, 302]
funeral-name-2: χήρας ΚΑΡΑΒΑΣΕΛΛΟΥ: [509, 684, 663, 699]
community-headline-1: Η ΓΕΝΙΚΗ ΣΥΝΕΛΕΥΣΙΣ ΤΩΝ ΜΕΛΩΝ: [1150, 64, 1548, 123]
funeral-text: θανοῦσαν χθές, κηδεύομεν σήμερον καί ὥραν 3 μ.μ. Ἡ συγκέντρωσις θά λάβη χώραν εἰς τόν Ἱερόν Ναόν τοῦ Εὐαγγελισμοῦ ὅθεν καί θά ψαλῆ ἡ νεκρώσιμος ἀκολουθία. Τά τεθλιμμένα τέκνα: Νικόλαος καί Μαρίκα Καραβασέλλου. Φωτεινή καί Ἰωάννης Ἰωάννιδης. Γεώργιος καί Ἑλένη Καραβασέλλου. Τά ἐγγόνια καί οἱ λοιποί συγγενεῖς.: [482, 709, 690, 830]
stock-price: 335: [1564, 1004, 1582, 1015]
funeral-intro: Τήν προσφιλῆ ἡμῶν μητέρα, μάμμην, θείαν καί συγγενῆ: [484, 643, 688, 667]
cinema-entry: (2 ἔργα) HELL IS FOR HEROES. (Στιβ Μάκ Κουϊν) καί LOVE IN: [18, 212, 239, 234]
ad-line-2: Θανάσηδες: [528, 1014, 644, 1039]
cinema-entry: ΑΛ ΓΚΑΙΤΕ — Τηλ. 71225: [18, 102, 141, 113]
table-row: [1354, 971, 1584, 982]
behind-body: [702, 570, 1102, 945]
novel-text: Ὅταν μάθη πώς ὁ κύριος Κίτερις ἐπέστρεψε στήν Ἀμερική, θά σ' ἀφήσουν ἥσυχη. — Ναί, εἶναι ἀλήθεια. — Ἡ Σέλια ἤθελε νά φύγη τό ταχύτερο. Ἐσκέφθηκε νά πάη στό σπίτι τοῦ θείου της. Εἶχε ἀπομείνει μόνη. Σηκώθηκε καί πήγε πρός τό παράθυρο. Ἀπό ἐκεῖ φαινόταν ὁ δρόμος καί ἡ σκοτεινιά. — Ποιός ἔρχεται; ρώτησε. — Κάποιος μέ ἀμάξι. Ἡ Σέλια κοίταξε τόν δρόμο. — Εἶναι ὁ Ἔρρικο, εἶπε. Σέ παρακαλῶ, Ἔλιο, μήν τοῦ πῆς τίποτα γιά σήμερα. — Καλά, δέν θά πῶ τίποτα. Ὁ Ἔρρικο μπῆκε στό σαλόνι. Ἦταν χλωμός καί κουρασμένος. Χαιρέτησε σιωπηλά καί κάθισε. — Τί νέα; ρώτησε ἡ Σέλια. — Ἡ ἀστυνομία ξέρει πιά ὅλα. Ἀύριο θά μᾶς καλέσουν στό τμῆμα. — Κι' ἐμένα; — Κι' ἐσένα, Σέλια. Ἀλλά μήν ἀνησυχῆς. Ὅταν πῆς τήν ἀλήθεια, ὅλα θά τελειώσουν. Ἡ Σέλια ἔμεινε ἀκίνητη. Τά μάτια της ἔλαμπαν στό σκοτάδι.: [249, 719, 470, 949]
cinema-entry: ESCAPE FROM ZAHRAIN (Γιούλ Μπρύνερ, Σάλ Μινέο, Τζάκ Οὐάρντεν).: [249, 190, 470, 212]
ad-heading: ΕΠΕΙΓΟΥΣΑ ΠΡΟΣΚΛΗΣΙΣ: [496, 1050, 676, 1066]
table-row: [1354, 1038, 1584, 1049]
ad-shop-name: ΠΑΣΑ: [516, 1129, 656, 1176]
table-row: [1354, 1004, 1584, 1015]
ad-note: Δι' ὑπόθεσιν τοῦ τους ἀφορᾷ: [506, 1212, 666, 1226]
